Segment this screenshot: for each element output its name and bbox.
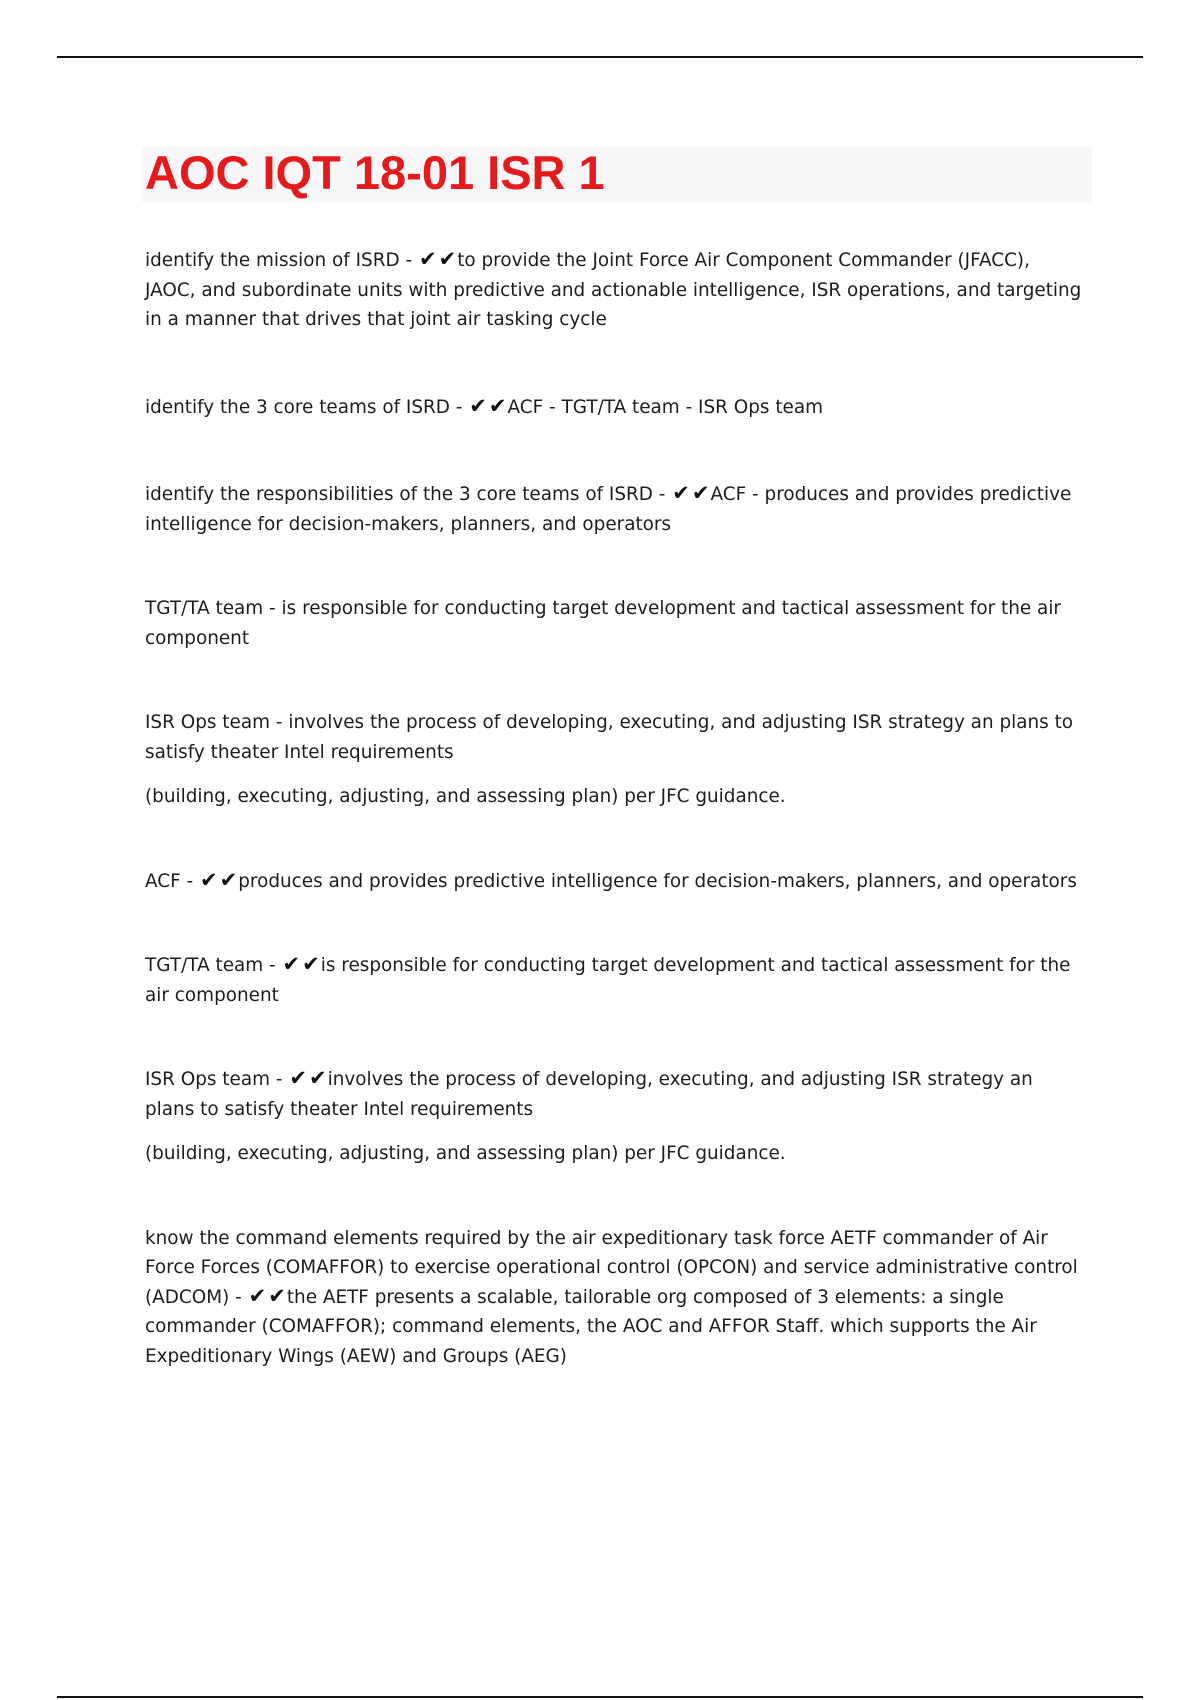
check-icon: ✔ (248, 1283, 267, 1308)
answer-text: the AETF presents a scalable, tailorable org composed of 3 elements: a single commander (COMAFFOR); command elements, the AOC and AFFOR Staff. which supports the Air Expeditionary Wings (AEW) and Groups (AEG) (145, 1286, 1037, 1367)
answer-continuation: (building, executing, adjusting, and assessing plan) per JFC guidance. (145, 1143, 786, 1164)
question-text: identify the responsibilities of the 3 core teams of ISRD - (145, 484, 666, 505)
answer-text: ACF - TGT/TA team - ISR Ops team (507, 396, 824, 418)
check-icon: ✔ (438, 247, 457, 271)
check-icon: ✔ (488, 393, 507, 418)
check-icon: ✔ (418, 247, 437, 271)
qa-entry (145, 393, 1085, 423)
question-text: know the command elements required by the air expeditionary task force AETF commander of Air Force Forces (COMAFFOR) to exercise operational control (OPCON) and service administrative control (ADCOM) - (145, 1227, 1078, 1308)
check-icon: ✔ (200, 867, 218, 892)
question-text: identify the 3 core teams of ISRD - (145, 396, 463, 418)
answer-text: ACF - produces and provides predictive intelligence for decision-makers, planners, and operators (145, 484, 1072, 535)
check-icon: ✔ (219, 867, 238, 892)
check-icon: ✔ (308, 1066, 327, 1090)
question-text: identify the mission of ISRD - (145, 250, 413, 271)
check-icon: ✔ (672, 481, 690, 505)
answer-text: involves the process of developing, executing, and adjusting ISR strategy an plans to satisfy theater Intel requirements (145, 1069, 1033, 1120)
answer-text: to provide the Joint Force Air Component Commander (JFACC), JAOC, and subordinate units with predictive and actionable intelligence, ISR operations, and targeting in a manner that drives that joint air tasking cycle (145, 250, 1082, 330)
answer-text: is responsible for conducting target development and tactical assessment for the air component (145, 955, 1071, 1006)
qa-entry (145, 951, 1085, 1010)
question-text: TGT/TA team - (145, 955, 276, 976)
answer-continuation: (building, executing, adjusting, and assessing plan) per JFC guidance. (145, 786, 786, 807)
check-icon: ✔ (469, 393, 487, 418)
qa-entry (145, 1224, 1085, 1372)
check-icon: ✔ (691, 481, 710, 505)
page-top-rule (57, 56, 1143, 58)
qa-entry (145, 867, 1085, 897)
document-title: AOC IQT 18-01 ISR 1 (145, 146, 605, 199)
check-icon: ✔ (282, 952, 301, 976)
qa-entry (145, 480, 1085, 539)
question-text: ACF - (145, 870, 194, 892)
qa-entry (145, 1065, 1085, 1124)
answer-continuation: TGT/TA team - is responsible for conducting target development and tactical assessment for the air component (145, 598, 1061, 649)
check-icon: ✔ (268, 1283, 286, 1308)
question-text: ISR Ops team - (145, 1069, 283, 1090)
check-icon: ✔ (302, 952, 320, 976)
page-bottom-rule (57, 1696, 1143, 1698)
qa-entry (145, 246, 1085, 335)
answer-text: produces and provides predictive intelligence for decision-makers, planners, and operators (238, 870, 1077, 892)
document-body (145, 246, 1085, 1371)
answer-continuation: ISR Ops team - involves the process of developing, executing, and adjusting ISR strategy an plans to satisfy theater Intel requirements (145, 712, 1074, 763)
check-icon: ✔ (289, 1066, 307, 1090)
